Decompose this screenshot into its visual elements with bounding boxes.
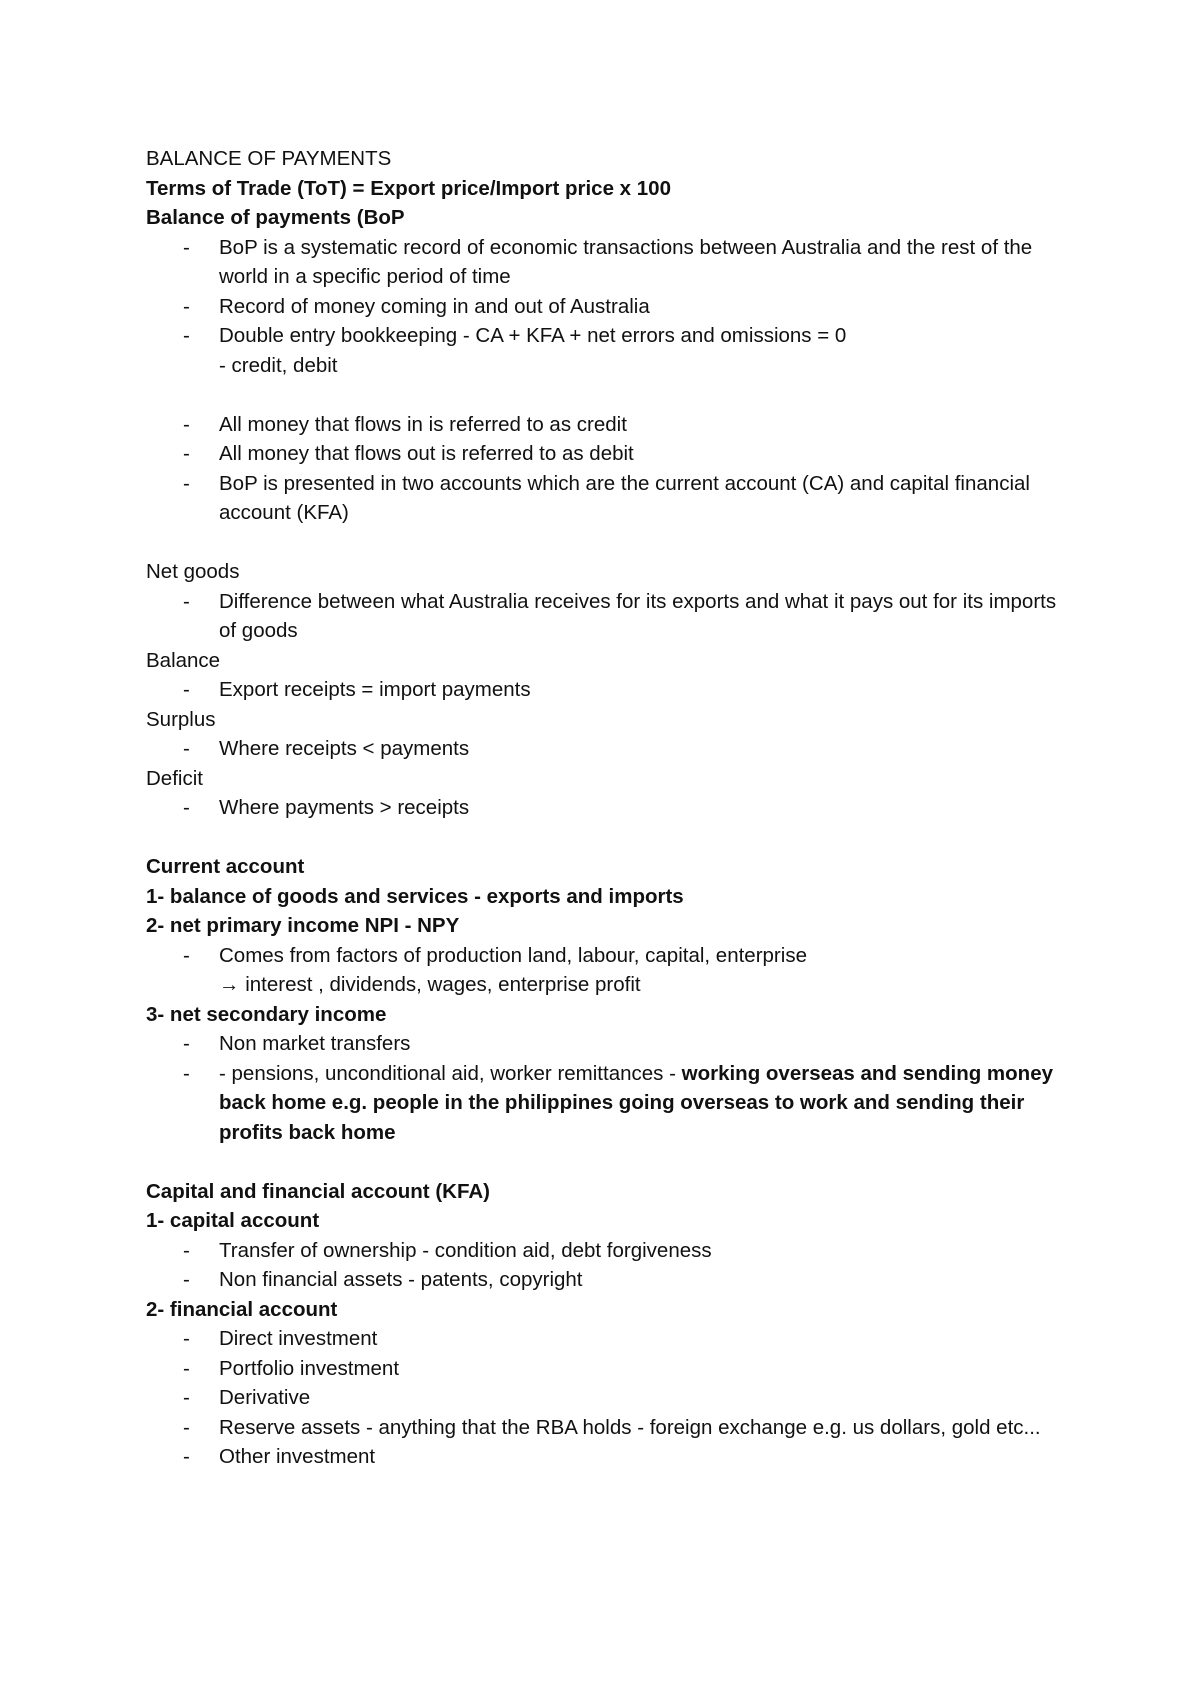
bullet-dash: -	[183, 442, 190, 465]
bullet-dash: -	[183, 943, 190, 967]
list-item: - - pensions, unconditional aid, worker remittances - working overseas and sending money back home e.g. people in the philippines going overseas to work and sending their profits back home	[146, 1059, 1076, 1148]
list-item: - Direct investment	[146, 1324, 1076, 1354]
bullet-dash: -	[183, 1268, 190, 1291]
surplus-heading: Surplus	[146, 707, 216, 731]
list-item: - All money that flows out is referred to as debit	[146, 439, 1076, 469]
list-item: - BoP is presented in two accounts which are the current account (CA) and capital financial account (KFA)	[146, 469, 1076, 528]
list-item: - Other investment	[146, 1442, 1076, 1472]
bullet-dash: -	[183, 1327, 190, 1350]
list-item: - Comes from factors of production land, labour, capital, enterprise	[146, 941, 1076, 971]
financial-account-heading: 2- financial account	[146, 1297, 338, 1321]
net-goods-heading: Net goods	[146, 560, 240, 583]
spacer	[146, 823, 1076, 853]
tot-formula: Terms of Trade (ToT) = Export price/Import price x 100	[146, 176, 671, 200]
bullet-dash: -	[183, 737, 190, 760]
bullet-dash: -	[183, 471, 190, 495]
bullet-dash: -	[183, 1415, 190, 1439]
deficit-heading: Deficit	[146, 766, 203, 790]
list-item: - Non financial assets - patents, copyright	[146, 1265, 1076, 1295]
sub-item: - credit, debit	[219, 353, 338, 377]
doc-title: BALANCE OF PAYMENTS	[146, 147, 392, 170]
emphasis-text: working overseas and sending money back home e.g. people in the philippines going overseas to work and sending their profits back home	[219, 1061, 1054, 1144]
list-item: - Record of money coming in and out of Australia	[146, 292, 1076, 322]
spacer	[146, 380, 1076, 410]
list-item: - Non market transfers	[146, 1029, 1076, 1059]
bullet-dash: -	[183, 235, 190, 259]
list-item: - Derivative	[146, 1383, 1076, 1413]
list-item: - Reserve assets - anything that the RBA holds - foreign exchange e.g. us dollars, gold etc...	[146, 1413, 1076, 1443]
document-page	[146, 144, 1076, 1472]
current-account-heading: Current account	[146, 855, 305, 878]
balance-heading: Balance	[146, 648, 221, 672]
bullet-dash: -	[183, 678, 190, 701]
current-account-point-1: 1- balance of goods and services - exports and imports	[146, 884, 684, 908]
kfa-heading: Capital and financial account (KFA)	[146, 1179, 490, 1203]
sub-item: → interest , dividends, wages, enterprise profit	[219, 973, 641, 996]
list-item: - Export receipts = import payments	[146, 675, 1076, 705]
list-item: - Double entry bookkeeping - CA + KFA + net errors and omissions = 0	[146, 321, 1076, 351]
spacer	[146, 528, 1076, 558]
bullet-dash: -	[183, 1386, 190, 1409]
bullet-dash: -	[183, 1032, 190, 1055]
list-item: - All money that flows in is referred to as credit	[146, 410, 1076, 440]
bullet-dash: -	[183, 589, 190, 613]
bop-heading: Balance of payments (BoP	[146, 206, 405, 229]
list-item: - Where receipts < payments	[146, 734, 1076, 764]
capital-account-heading: 1- capital account	[146, 1209, 320, 1232]
list-item: - BoP is a systematic record of economic transactions between Australia and the rest of the world in a specific period of time	[146, 233, 1076, 292]
list-item: - Where payments > receipts	[146, 793, 1076, 823]
current-account-point-2: 2- net primary income NPI - NPY	[146, 914, 460, 937]
bullet-dash: -	[183, 324, 190, 347]
bullet-dash: -	[183, 796, 190, 819]
bullet-dash: -	[183, 1445, 190, 1468]
bullet-dash: -	[183, 1061, 190, 1085]
bullet-dash: -	[183, 1238, 190, 1262]
list-item: - Difference between what Australia receives for its exports and what it pays out for its imports of goods	[146, 587, 1076, 646]
bullet-dash: -	[183, 294, 190, 318]
list-item: - Transfer of ownership - condition aid, debt forgiveness	[146, 1236, 1076, 1266]
current-account-point-3: 3- net secondary income	[146, 1002, 387, 1026]
bullet-dash: -	[183, 412, 190, 436]
spacer	[146, 1147, 1076, 1177]
list-item: - Portfolio investment	[146, 1354, 1076, 1384]
bullet-dash: -	[183, 1356, 190, 1380]
